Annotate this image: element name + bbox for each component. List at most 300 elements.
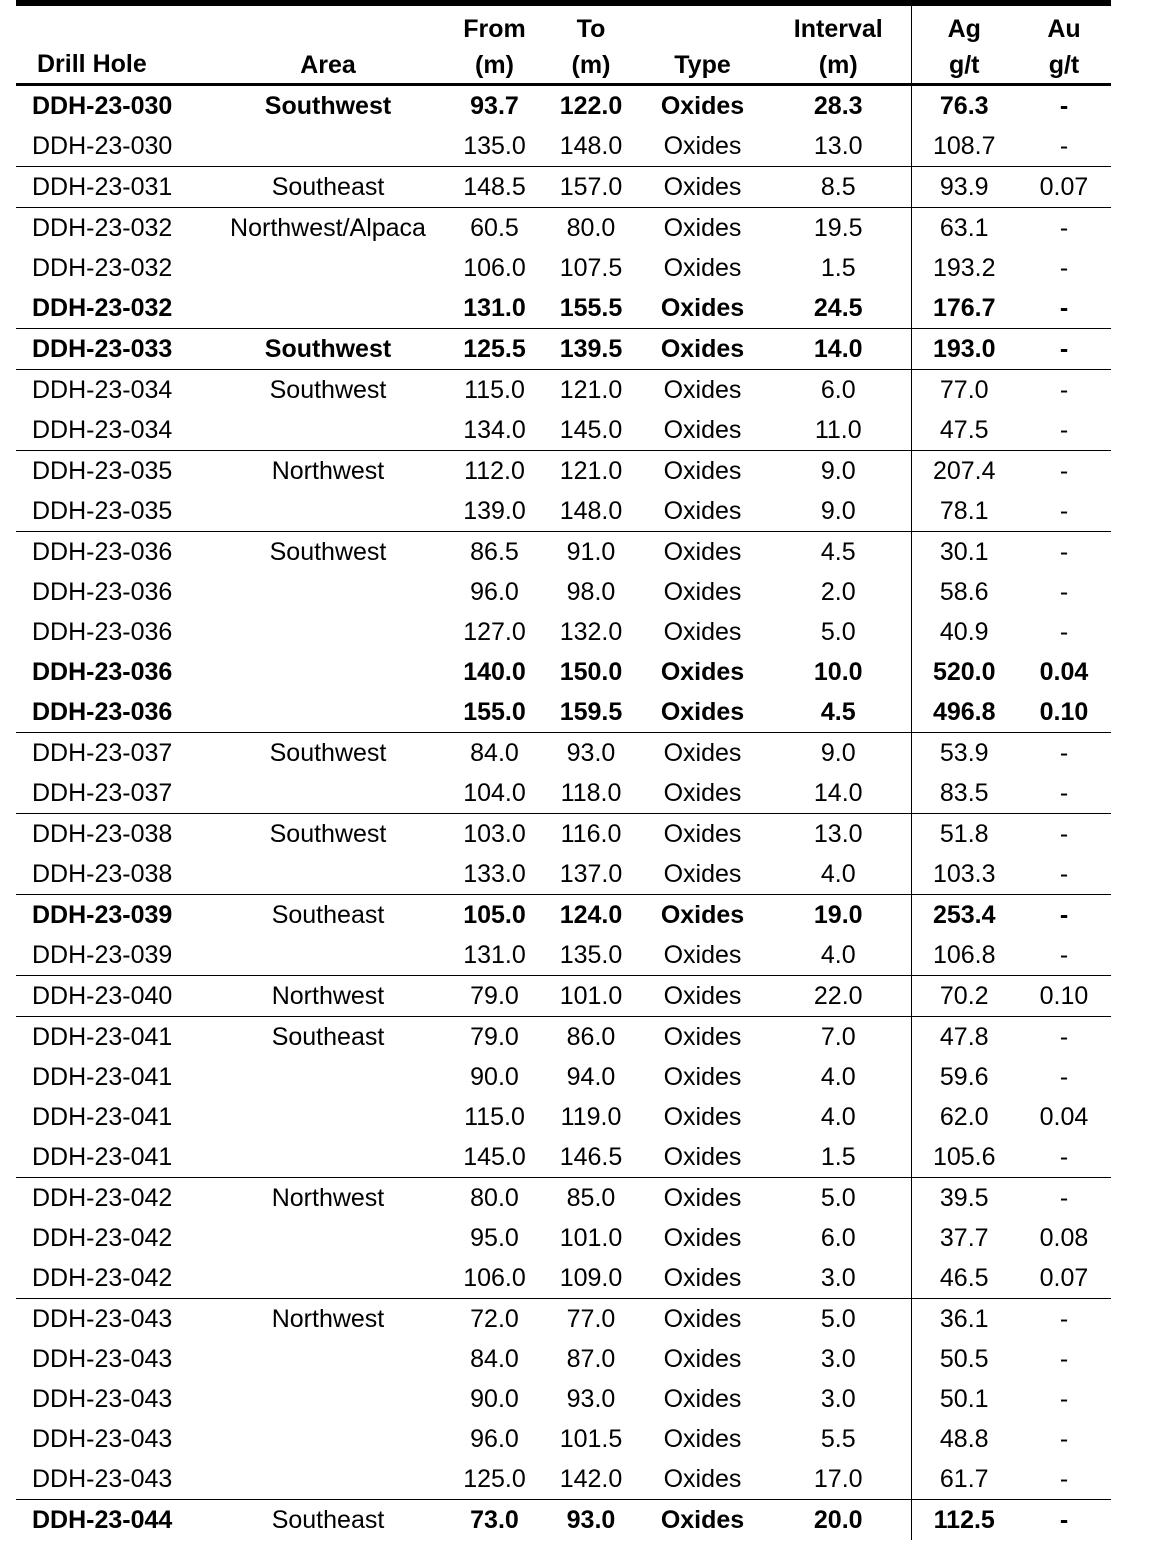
cell-area [210,1097,446,1137]
cell-interval: 3.0 [820,1263,856,1292]
cell-type: Oxides [639,208,766,249]
cell-type: Oxides [660,293,745,322]
cell-area: Southwest [210,329,446,370]
cell-type: Oxides [639,1500,766,1541]
cell-drill-hole: DDH-23-043 [32,1464,173,1493]
cell-au: - [1059,1142,1069,1171]
cell-area: Northwest [210,451,446,492]
cell-drill-hole: DDH-23-034 [16,370,210,411]
cell-drill-hole: DDH-23-038 [16,814,210,855]
cell-from: 131.0 [463,293,526,322]
cell-drill-hole: DDH-23-032 [32,293,173,322]
cell-ag: 51.8 [911,814,1017,855]
cell-to: 137.0 [559,859,623,888]
cell-interval: 14.0 [813,778,863,807]
cell-interval: 17.0 [813,1464,863,1493]
cell-ag: 83.5 [911,773,1017,814]
cell-area [210,572,446,612]
cell-to: 80.0 [543,208,639,249]
cell-from: 104.0 [463,778,526,807]
cell-type: Oxides [663,253,742,282]
cell-au: - [1059,131,1069,160]
cell-type: Oxides [639,1017,766,1058]
table-row [16,1379,1111,1419]
cell-drill-hole: DDH-23-036 [32,657,173,686]
cell-from: 125.5 [446,329,543,370]
cell-area [210,410,446,451]
cell-type: Oxides [663,131,742,160]
cell-from: 131.0 [463,940,526,969]
cell-interval: 5.0 [820,617,856,646]
cell-type: Oxides [639,814,766,855]
cell-ag: 78.1 [911,491,1017,532]
cell-to: 142.0 [559,1464,623,1493]
cell-au: - [1059,577,1069,606]
table-row [16,1017,1111,1058]
cell-au: - [1017,1178,1111,1219]
header-ag-line1: Ag [947,15,981,43]
cell-au: - [1017,895,1111,936]
cell-drill-hole: DDH-23-042 [16,1178,210,1219]
cell-interval: 4.5 [766,532,911,573]
cell-interval: 9.0 [766,733,911,774]
table-row [16,854,1111,895]
table-row [16,410,1111,451]
cell-to: 146.5 [559,1142,623,1171]
cell-drill-hole: DDH-23-037 [16,733,210,774]
cell-interval: 1.5 [820,253,856,282]
cell-drill-hole: DDH-23-043 [32,1384,173,1413]
cell-au: - [1017,532,1111,573]
table-row [16,370,1111,411]
cell-au: 0.10 [1039,697,1089,726]
cell-drill-hole: DDH-23-030 [32,131,173,160]
cell-area [210,854,446,895]
cell-au: - [1017,1500,1111,1541]
cell-interval: 7.0 [766,1017,911,1058]
cell-ag: 47.5 [911,410,1017,451]
cell-drill-hole: DDH-23-044 [16,1500,210,1541]
cell-type: Oxides [663,1102,742,1131]
cell-type: Oxides [663,1142,742,1171]
cell-au: - [1017,733,1111,774]
header-to-line1: To [576,15,606,43]
cell-to: 122.0 [559,91,623,120]
header-interval-line1: Interval [793,15,883,43]
cell-ag: 93.9 [911,167,1017,208]
header-au [1017,5,1111,85]
cell-interval: 4.5 [820,697,856,726]
cell-interval: 4.0 [820,1102,856,1131]
cell-from: 60.5 [446,208,543,249]
cell-to: 85.0 [543,1178,639,1219]
cell-ag: 46.5 [911,1258,1017,1299]
cell-from: 115.0 [446,370,543,411]
cell-au: 0.07 [1039,1263,1089,1292]
cell-type: Oxides [660,697,745,726]
cell-interval: 22.0 [766,976,911,1017]
cell-from: 155.0 [463,697,526,726]
cell-from: 103.0 [446,814,543,855]
cell-au: - [1059,617,1069,646]
table-row [16,1459,1111,1500]
cell-au: - [1017,370,1111,411]
table-row [16,329,1111,370]
cell-type: Oxides [663,577,742,606]
cell-ag: 58.6 [911,572,1017,612]
cell-drill-hole: DDH-23-035 [16,451,210,492]
cell-au: - [1017,1017,1111,1058]
cell-to: 157.0 [543,167,639,208]
cell-ag: 193.0 [911,329,1017,370]
cell-au: - [1059,1424,1069,1453]
cell-from: 79.0 [446,976,543,1017]
cell-interval: 24.5 [813,293,863,322]
cell-type: Oxides [639,532,766,573]
header-from [446,5,543,85]
cell-from: 127.0 [463,617,526,646]
header-interval-line2: (m) [818,51,858,79]
cell-area: Southeast [210,1017,446,1058]
cell-drill-hole: DDH-23-030 [32,91,173,120]
cell-ag: 61.7 [911,1459,1017,1500]
cell-area [210,1459,446,1500]
table-row [16,85,1111,127]
cell-drill-hole: DDH-23-036 [32,697,173,726]
cell-area [210,773,446,814]
cell-ag: 520.0 [911,652,1017,692]
cell-type: Oxides [663,1062,742,1091]
cell-type: Oxides [663,1464,742,1493]
cell-drill-hole: DDH-23-043 [16,1299,210,1340]
cell-interval: 9.0 [766,451,911,492]
cell-ag: 50.5 [911,1339,1017,1379]
cell-type: Oxides [663,940,742,969]
cell-from: 125.0 [463,1464,526,1493]
header-to-line2: (m) [571,51,611,79]
cell-area [210,491,446,532]
cell-to: 77.0 [543,1299,639,1340]
header-interval [766,5,911,85]
table-row [16,532,1111,573]
header-au-line2: g/t [1048,51,1080,79]
header-ag [911,5,1017,85]
header-to [543,5,639,85]
cell-interval: 13.0 [766,814,911,855]
cell-drill-hole: DDH-23-036 [16,532,210,573]
cell-area [210,1339,446,1379]
cell-area [210,1137,446,1178]
cell-type: Oxides [663,1223,742,1252]
cell-type: Oxides [639,370,766,411]
table-row [16,1218,1111,1258]
cell-from: 148.5 [446,167,543,208]
cell-au: 0.10 [1017,976,1111,1017]
cell-au: 0.04 [1039,657,1089,686]
cell-to: 101.0 [559,1223,623,1252]
table-header [16,2,1111,85]
cell-area: Southeast [210,167,446,208]
header-au-line1: Au [1047,15,1081,43]
cell-interval: 10.0 [813,657,863,686]
table-row [16,1299,1111,1340]
cell-drill-hole: DDH-23-036 [32,577,173,606]
cell-interval: 6.0 [766,370,911,411]
table-row [16,976,1111,1017]
cell-au: - [1017,451,1111,492]
cell-drill-hole: DDH-23-031 [16,167,210,208]
cell-to: 94.0 [566,1062,616,1091]
cell-from: 73.0 [446,1500,543,1541]
cell-area: Northwest [210,1299,446,1340]
cell-ag: 47.8 [911,1017,1017,1058]
cell-drill-hole: DDH-23-032 [32,253,173,282]
cell-area [210,652,446,692]
cell-interval: 28.3 [813,91,863,120]
cell-ag: 70.2 [911,976,1017,1017]
cell-to: 107.5 [559,253,623,282]
cell-drill-hole: DDH-23-043 [32,1424,173,1453]
cell-to: 93.0 [566,1384,616,1413]
cell-to: 145.0 [559,415,623,444]
cell-interval: 3.0 [820,1384,856,1413]
cell-au: - [1059,415,1069,444]
cell-ag: 77.0 [911,370,1017,411]
cell-area: Northwest/Alpaca [210,208,446,249]
cell-area: Southwest [210,532,446,573]
cell-ag: 207.4 [911,451,1017,492]
cell-to: 93.0 [543,733,639,774]
table-row [16,1137,1111,1178]
cell-ag: 36.1 [911,1299,1017,1340]
cell-area [210,1057,446,1097]
cell-to: 121.0 [543,451,639,492]
table-row [16,1178,1111,1219]
cell-au: - [1059,859,1069,888]
cell-area: Northwest [210,1178,446,1219]
cell-from: 80.0 [446,1178,543,1219]
cell-drill-hole: DDH-23-032 [16,208,210,249]
cell-to: 132.0 [559,617,623,646]
cell-to: 93.0 [543,1500,639,1541]
cell-from: 106.0 [463,253,526,282]
cell-area [210,612,446,652]
cell-type: Oxides [663,496,742,525]
cell-to: 87.0 [566,1344,616,1373]
cell-drill-hole: DDH-23-036 [32,617,173,646]
table-row [16,208,1111,249]
cell-ag: 106.8 [911,935,1017,976]
cell-from: 84.0 [470,1344,519,1373]
drill-results-table [16,0,1111,1540]
cell-type: Oxides [639,976,766,1017]
cell-ag: 50.1 [911,1379,1017,1419]
cell-au: - [1059,1062,1069,1091]
cell-type: Oxides [639,1299,766,1340]
cell-type: Oxides [663,1344,742,1373]
cell-from: 106.0 [463,1263,526,1292]
table-row [16,451,1111,492]
cell-interval: 5.0 [766,1178,911,1219]
cell-au: - [1059,293,1069,322]
cell-au: - [1059,496,1069,525]
cell-from: 90.0 [470,1384,519,1413]
cell-to: 91.0 [543,532,639,573]
cell-drill-hole: DDH-23-035 [32,496,173,525]
cell-au: - [1017,1299,1111,1340]
cell-area [210,126,446,167]
cell-area [210,692,446,733]
cell-type: Oxides [660,657,745,686]
cell-interval: 4.0 [820,859,856,888]
cell-ag: 30.1 [911,532,1017,573]
cell-interval: 5.0 [766,1299,911,1340]
cell-interval: 1.5 [820,1142,856,1171]
table-row [16,733,1111,774]
cell-au: - [1059,1464,1069,1493]
cell-ag: 108.7 [911,126,1017,167]
cell-from: 93.7 [470,91,519,120]
table-row [16,167,1111,208]
cell-ag: 105.6 [911,1137,1017,1178]
cell-type: Oxides [639,329,766,370]
cell-interval: 5.5 [820,1424,856,1453]
cell-from: 90.0 [470,1062,519,1091]
cell-to: 135.0 [559,940,623,969]
cell-ag: 59.6 [911,1057,1017,1097]
cell-type: Oxides [663,1424,742,1453]
header-from-line2: (m) [475,51,514,79]
cell-to: 98.0 [566,577,616,606]
cell-area: Southwest [210,733,446,774]
header-type: Type [639,5,766,85]
cell-type: Oxides [639,167,766,208]
cell-area [210,935,446,976]
cell-to: 116.0 [543,814,639,855]
cell-to: 121.0 [543,370,639,411]
cell-au: - [1059,778,1069,807]
cell-interval: 4.0 [820,940,856,969]
header-area: Area [210,5,446,85]
cell-au: - [1059,1344,1069,1373]
cell-ag: 39.5 [911,1178,1017,1219]
cell-interval: 2.0 [820,577,856,606]
table-row [16,1057,1111,1097]
cell-to: 101.5 [559,1424,623,1453]
cell-from: 96.0 [470,1424,519,1453]
cell-interval: 11.0 [814,415,862,444]
table-row [16,773,1111,814]
cell-type: Oxides [663,617,742,646]
cell-to: 119.0 [560,1102,622,1131]
cell-from: 135.0 [463,131,526,160]
table-row [16,1339,1111,1379]
table-row [16,935,1111,976]
cell-from: 96.0 [470,577,519,606]
cell-drill-hole: DDH-23-041 [16,1017,210,1058]
cell-interval: 13.0 [813,131,863,160]
table-row [16,1258,1111,1299]
cell-interval: 9.0 [820,496,856,525]
cell-au: 0.04 [1039,1102,1089,1131]
cell-au: - [1017,814,1111,855]
cell-drill-hole: DDH-23-039 [16,895,210,936]
table-row [16,1419,1111,1459]
cell-au: - [1059,253,1069,282]
cell-from: 95.0 [470,1223,519,1252]
cell-to: 159.5 [559,697,623,726]
cell-from: 145.0 [463,1142,526,1171]
cell-from: 139.0 [463,496,526,525]
cell-from: 84.0 [446,733,543,774]
table-row [16,692,1111,733]
table-row [16,652,1111,692]
cell-ag: 496.8 [911,692,1017,733]
cell-from: 105.0 [446,895,543,936]
table-row [16,491,1111,532]
cell-area [210,1379,446,1419]
cell-type: Oxides [663,778,742,807]
cell-interval: 4.0 [820,1062,856,1091]
cell-ag: 112.5 [911,1500,1017,1541]
cell-drill-hole: DDH-23-041 [32,1102,173,1131]
cell-drill-hole: DDH-23-037 [32,778,173,807]
cell-drill-hole: DDH-23-042 [32,1223,173,1252]
cell-interval: 3.0 [820,1344,856,1373]
cell-ag: 62.0 [911,1097,1017,1137]
cell-to: 124.0 [543,895,639,936]
cell-area [210,248,446,288]
cell-to: 150.0 [559,657,623,686]
cell-interval: 8.5 [766,167,911,208]
cell-area: Southwest [210,814,446,855]
cell-from: 134.0 [463,415,526,444]
cell-to: 109.0 [559,1263,623,1292]
cell-area [210,288,446,329]
cell-to: 155.5 [559,293,623,322]
cell-interval: 19.5 [766,208,911,249]
cell-type: Oxides [639,451,766,492]
cell-from: 133.0 [463,859,526,888]
cell-from: 86.5 [446,532,543,573]
cell-area: Northwest [210,976,446,1017]
cell-au: - [1059,91,1069,120]
cell-ag: 53.9 [911,733,1017,774]
cell-to: 101.0 [543,976,639,1017]
cell-drill-hole: DDH-23-043 [32,1344,173,1373]
cell-from: 115.0 [464,1102,525,1131]
cell-ag: 103.3 [911,854,1017,895]
cell-drill-hole: DDH-23-039 [32,940,173,969]
cell-from: 79.0 [446,1017,543,1058]
cell-type: Oxides [660,91,745,120]
cell-ag: 176.7 [911,288,1017,329]
header-drill-hole: Drill Hole [16,5,210,85]
cell-interval: 14.0 [766,329,911,370]
table-body [16,85,1111,1541]
cell-au: - [1017,208,1111,249]
cell-au: - [1017,329,1111,370]
cell-area: Southeast [210,895,446,936]
cell-drill-hole: DDH-23-041 [32,1142,173,1171]
table-row [16,895,1111,936]
cell-drill-hole: DDH-23-033 [16,329,210,370]
cell-ag: 40.9 [911,612,1017,652]
table-row [16,126,1111,167]
cell-au: - [1059,940,1069,969]
cell-drill-hole: DDH-23-041 [32,1062,173,1091]
table-row [16,248,1111,288]
